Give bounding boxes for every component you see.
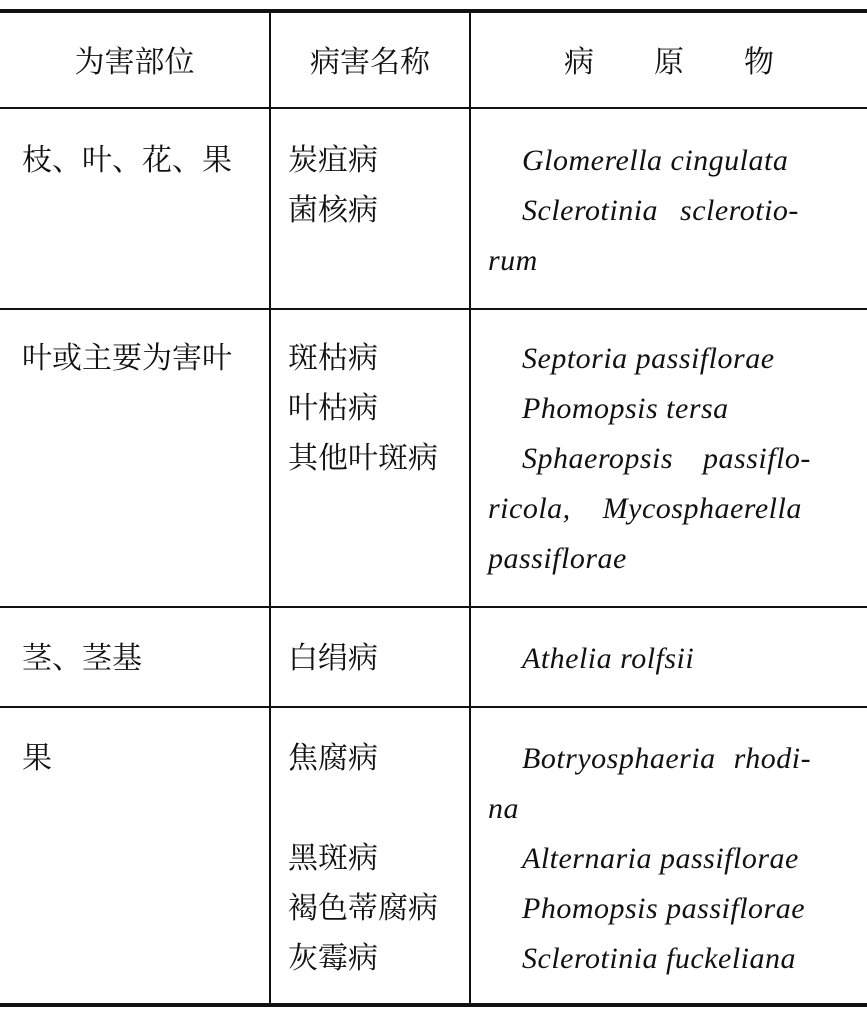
row-2-part xyxy=(22,334,232,384)
pathogen-line: Septoria passiflorae xyxy=(522,342,775,375)
pathogen-line: Sclerotinia fuckeliana xyxy=(522,942,796,975)
header-disease: 病害名称 xyxy=(310,45,430,80)
pathogen-line: rum xyxy=(488,244,538,277)
disease-name: 叶枯病 xyxy=(288,391,378,426)
pathogen-line: Botryosphaeria rhodi- xyxy=(522,742,812,775)
pathogen-line: passiflorae xyxy=(488,542,627,575)
part-text: 叶或主要为害叶 xyxy=(22,341,232,376)
disease-name: 灰霉病 xyxy=(288,941,378,976)
disease-name: 白绢病 xyxy=(288,641,378,676)
pathogen-line: Sclerotinia sclerotio- xyxy=(522,194,799,227)
row-3-pathogens xyxy=(488,634,694,684)
part-text: 茎、茎基 xyxy=(22,641,142,676)
table-bottom-rule xyxy=(0,1003,867,1007)
column-divider-1 xyxy=(269,11,271,1005)
row1-bottom-rule xyxy=(0,308,867,310)
row2-bottom-rule xyxy=(0,606,867,608)
header-bottom-rule xyxy=(0,107,867,109)
pathogen-line: Phomopsis passiflorae xyxy=(522,892,806,925)
part-text: 果 xyxy=(22,741,52,776)
row-2-pathogens xyxy=(488,334,811,584)
disease-name: 焦腐病 xyxy=(288,741,378,776)
row-1-pathogens xyxy=(488,136,799,286)
header-part: 为害部位 xyxy=(74,45,195,80)
disease-name: 褐色蒂腐病 xyxy=(288,891,438,926)
column-divider-2 xyxy=(469,11,471,1005)
pathogen-line: Alternaria passiflorae xyxy=(522,842,799,875)
row-4-part xyxy=(22,734,52,784)
disease-name: 其他叶斑病 xyxy=(288,441,438,476)
disease-name: 炭疽病 xyxy=(288,143,378,178)
pathogen-line: na xyxy=(488,792,519,825)
disease-name: 斑枯病 xyxy=(288,341,378,376)
disease-name: 黑斑病 xyxy=(288,841,378,876)
part-text: 枝、叶、花、果 xyxy=(22,143,232,178)
row-2-diseases xyxy=(288,334,438,484)
header-pathogen: 病 原 物 xyxy=(564,45,774,80)
pathogen-line: Phomopsis tersa xyxy=(522,392,729,425)
pathogen-line: Sphaeropsis passiflo- xyxy=(522,442,811,475)
row-3-part xyxy=(22,634,142,684)
disease-name: 菌核病 xyxy=(288,193,378,228)
disease-spacer xyxy=(288,784,438,834)
pathogen-line: Glomerella cingulata xyxy=(522,144,789,177)
row-1-diseases xyxy=(288,136,378,236)
table-top-rule xyxy=(0,9,867,13)
row3-bottom-rule xyxy=(0,706,867,708)
row-1-part xyxy=(22,136,232,186)
pathogen-line: Athelia rolfsii xyxy=(522,642,695,675)
pathogen-line: ricola, Mycosphaerella xyxy=(488,492,802,525)
row-3-diseases xyxy=(288,634,378,684)
row-4-pathogens xyxy=(488,734,811,984)
row-4-diseases xyxy=(288,734,438,984)
